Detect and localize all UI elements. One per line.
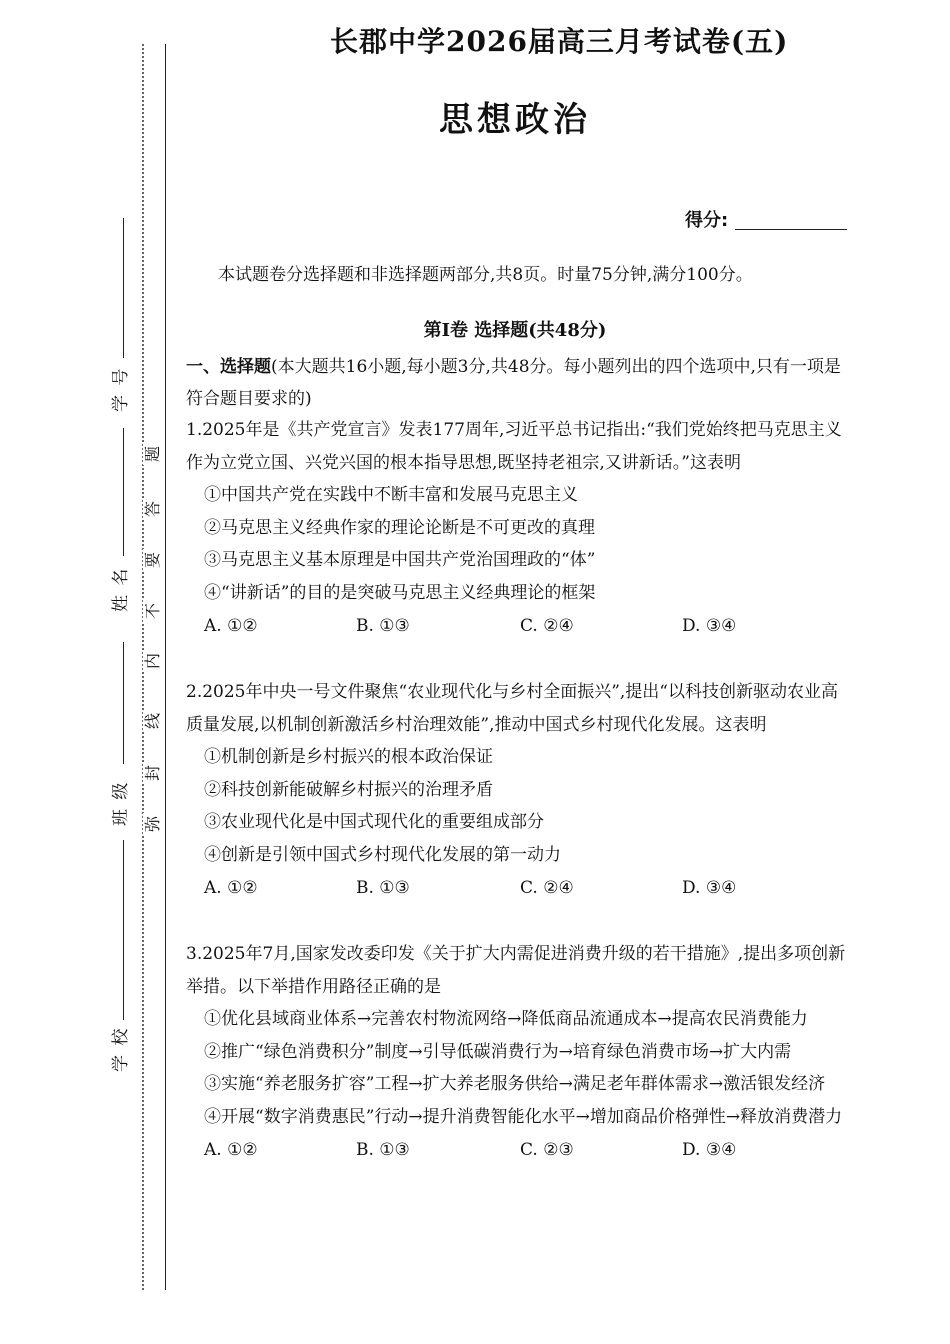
question-text: 2025年是《共产党宣言》发表177周年,习近平总书记指出:“我们党始终把马克思主义作为立党立国、兴党兴国的根本指导思想,既坚持老祖宗,又讲新话。”这表明 (186, 420, 842, 473)
class-field[interactable] (123, 642, 124, 764)
exam-title: 长郡中学2026届高三月考试卷(五) (330, 25, 789, 58)
part-description: (本大题共16小题,每小题3分,共48分。每小题列出的四个选项中,只有一项是符合题目要求的) (186, 357, 841, 409)
seal-char-6: 要 (143, 549, 163, 571)
statement: ④创新是引领中国式乡村现代化发展的第一动力 (204, 844, 561, 865)
choice-c[interactable]: C. ②③ (520, 1139, 574, 1160)
statement: ①优化县域商业体系→完善农村物流网络→降低商品流通成本→提高农民消费能力 (204, 1009, 808, 1030)
exam-intro: 本试题卷分选择题和非选择题两部分,共8页。时量75分钟,满分100分。 (218, 265, 753, 285)
choice-d[interactable]: D. ③④ (682, 1139, 737, 1160)
statement: ③马克思主义基本原理是中国共产党治国理政的“体” (204, 550, 596, 571)
seal-char-4: 内 (143, 650, 163, 672)
question-3 (186, 938, 850, 1167)
statement: ①中国共产党在实践中不断丰富和发展马克思主义 (204, 485, 578, 506)
statement: ③实施“养老服务扩容”工程→扩大养老服务供给→满足老年群体需求→激活银发经济 (204, 1074, 826, 1095)
statement: ④“讲新话”的目的是突破马克思主义经典理论的框架 (204, 582, 596, 603)
choice-c[interactable]: C. ②④ (520, 615, 574, 636)
question-text: 2025年7月,国家发改委印发《关于扩大内需促进消费升级的若干措施》,提出多项创新举措。以下举措作用路径正确的是 (186, 944, 846, 997)
seal-char-7: 答 (143, 498, 163, 520)
question-number: 2. (186, 682, 203, 702)
binding-strip (0, 0, 170, 1344)
answer-choices (186, 872, 850, 905)
question-text: 2025年中央一号文件聚焦“农业现代化与乡村全面振兴”,提出“以科技创新驱动农业高质量发展,以机制创新激活乡村治理效能”,推动中国式乡村现代化发展。这表明 (186, 682, 838, 735)
statement: ①机制创新是乡村振兴的根本政治保证 (204, 747, 493, 768)
answer-choices (186, 610, 850, 643)
choice-c[interactable]: C. ②④ (520, 877, 574, 898)
choice-a[interactable]: A. ①② (204, 877, 258, 898)
choice-b[interactable]: B. ①③ (356, 1139, 410, 1160)
margin-line (165, 44, 166, 1290)
school-field[interactable] (123, 840, 124, 1020)
seal-char-5: 不 (143, 600, 163, 622)
student-name-label: 姓 名 (111, 566, 131, 612)
student-name-field[interactable] (123, 428, 124, 556)
statement: ④开展“数字消费惠民”行动→提升消费智能化水平→增加商品价格弹性→释放消费潜力 (204, 1106, 843, 1127)
school-label: 学 校 (111, 1026, 131, 1072)
part-heading-label: 一、选择题 (186, 357, 271, 377)
question-stem (186, 414, 850, 479)
seal-char-2: 封 (143, 762, 163, 784)
section-title: 第Ⅰ卷 选择题(共48分) (423, 320, 607, 341)
statement: ②科技创新能破解乡村振兴的治理矛盾 (204, 779, 493, 800)
choice-a[interactable]: A. ①② (204, 615, 258, 636)
question-number: 1. (186, 420, 203, 440)
statement: ②推广“绿色消费积分”制度→引导低碳消费行为→培育绿色消费市场→扩大内需 (204, 1041, 792, 1062)
question-stem (186, 676, 850, 741)
student-id-label: 学 号 (111, 366, 131, 412)
seal-char-8: 题 (143, 443, 163, 465)
statement: ②马克思主义经典作家的理论论断是不可更改的真理 (204, 517, 595, 538)
question-number: 3. (186, 944, 203, 964)
class-label: 班 级 (111, 780, 131, 826)
question-2 (186, 676, 850, 905)
seal-char-1: 弥 (143, 813, 163, 835)
score-label: 得分: (685, 210, 729, 231)
score-field[interactable] (735, 229, 847, 230)
choice-d[interactable]: D. ③④ (682, 615, 737, 636)
choice-d[interactable]: D. ③④ (682, 877, 737, 898)
seal-char-3: 线 (143, 710, 163, 732)
answer-choices (186, 1134, 850, 1167)
subject-title: 思想政治 (439, 100, 591, 140)
choice-a[interactable]: A. ①② (204, 1139, 258, 1160)
choice-b[interactable]: B. ①③ (356, 615, 410, 636)
choice-b[interactable]: B. ①③ (356, 877, 410, 898)
question-stem (186, 938, 850, 1003)
question-1 (186, 414, 850, 643)
statement: ③农业现代化是中国式现代化的重要组成部分 (204, 812, 544, 833)
part-heading (186, 351, 850, 415)
